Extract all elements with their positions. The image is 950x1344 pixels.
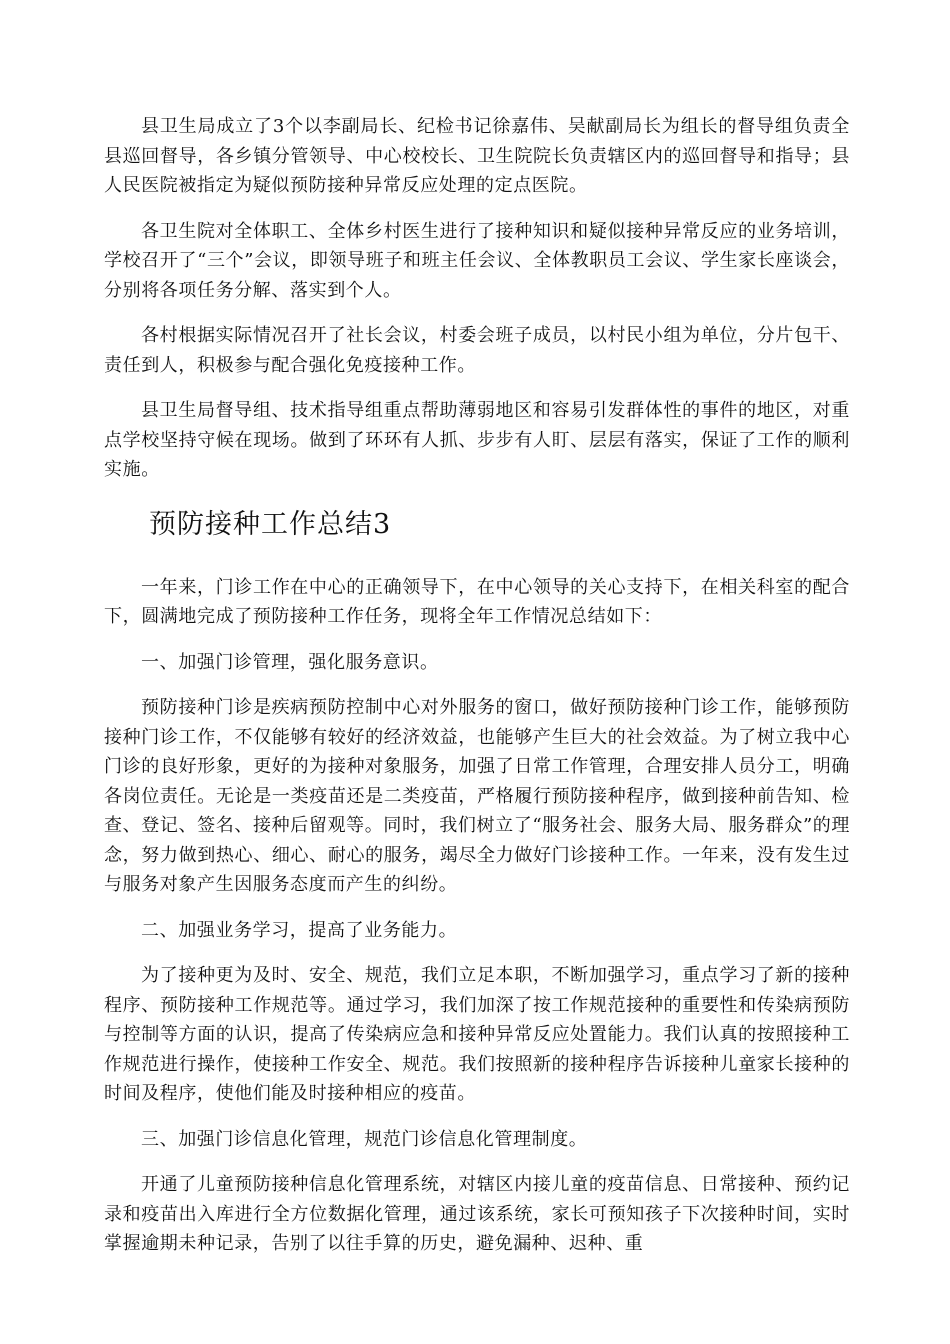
section-title-2: 二、加强业务学习，提高了业务能力。 bbox=[141, 919, 458, 941]
paragraph-village-meetings: 各村根据实际情况召开了社长会议，村委会班子成员，以村民小组为单位，分片包干、责任到人，积极参与配合强化免疫接种工作。 bbox=[104, 325, 850, 376]
section-title-1: 一、加强门诊管理，强化服务意识。 bbox=[141, 651, 439, 673]
section-body-3: 开通了儿童预防接种信息化管理系统，对辖区内接儿童的疫苗信息、日常接种、预约记录和疫苗出入库进行全方位数据化管理，通过该系统，家长可预知孩子下次接种时间，实时掌握逾期未种记录，告别了以往手算的历史，避免漏种、迟种、重 bbox=[104, 1174, 850, 1254]
section-title-3: 三、加强门诊信息化管理，规范门诊信息化管理制度。 bbox=[141, 1128, 588, 1150]
paragraph-supervision-groups: 县卫生局成立了3个以李副局长、纪检书记徐嘉伟、吴献副局长为组长的督导组负责全县巡回督导，各乡镇分管领导、中心校校长、卫生院院长负责辖区内的巡回督导和指导；县人民医院被指定为疑似预防接种异常反应处理的定点医院。 bbox=[104, 116, 850, 196]
paragraph-training: 各卫生院对全体职工、全体乡村医生进行了接种知识和疑似接种异常反应的业务培训，学校召开了“三个”会议，即领导班子和班主任会议、全体教职员工会议、学生家长座谈会，分别将各项任务分解、落实到个人。 bbox=[104, 220, 850, 301]
section-body-2: 为了接种更为及时、安全、规范，我们立足本职，不断加强学习，重点学习了新的接种程序、预防接种工作规范等。通过学习，我们加深了按工作规范接种的重要性和传染病预防与控制等方面的认识，提高了传染病应急和接种异常反应处置能力。我们认真的按照接种工作规范进行操作，使接种工作安全、规范。我们按照新的接种程序告诉接种儿童家长接种的时间及程序，使他们能及时接种相应的疫苗。 bbox=[104, 965, 850, 1104]
paragraph-key-assistance: 县卫生局督导组、技术指导组重点帮助薄弱地区和容易引发群体性的事件的地区，对重点学校坚持守候在现场。做到了环环有人抓、步步有人盯、层层有落实，保证了工作的顺利实施。 bbox=[104, 400, 850, 480]
document-page bbox=[104, 112, 850, 1275]
paragraph-intro: 一年来，门诊工作在中心的正确领导下，在中心领导的关心支持下，在相关科室的配合下，圆满地完成了预防接种工作任务，现将全年工作情况总结如下： bbox=[104, 576, 850, 627]
section-body-1: 预防接种门诊是疾病预防控制中心对外服务的窗口，做好预防接种门诊工作，能够预防接种门诊工作，不仅能够有较好的经济效益，也能够产生巨大的社会效益。为了树立我中心门诊的良好形象，更好的为接种对象服务，加强了日常工作管理，合理安排人员分工，明确各岗位责任。无论是一类疫苗还是二类疫苗，严格履行预防接种程序，做到接种前告知、检查、登记、签名、接种后留观等。同时，我们树立了“服务社会、服务大局、服务群众”的理念，努力做到热心、细心、耐心的服务，竭尽全力做好门诊接种工作。一年来，没有发生过与服务对象产生因服务态度而产生的纠纷。 bbox=[104, 697, 850, 895]
section-heading: 预防接种工作总结3 bbox=[149, 508, 392, 540]
